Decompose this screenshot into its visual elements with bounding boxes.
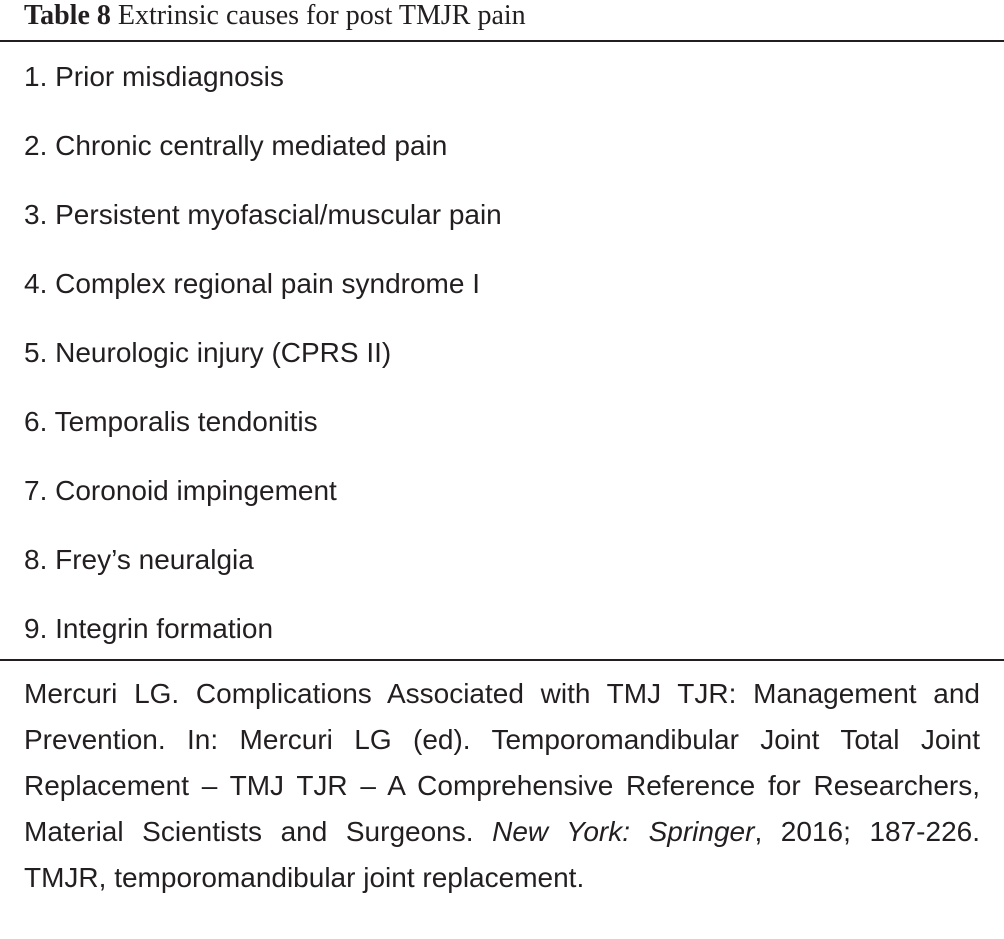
footnote-details: , 2016; 187-226. TMJR, temporomandibular joint replacement.	[24, 816, 980, 893]
table-row: 7. Coronoid impingement	[24, 475, 337, 506]
footnote-publisher: New York: Springer	[492, 816, 755, 847]
table-row: 5. Neurologic injury (CPRS II)	[24, 337, 392, 368]
table-top-rule	[0, 40, 1004, 42]
table-title	[24, 0, 526, 34]
table-label: Table 8	[24, 0, 111, 31]
footnote-text: Mercuri LG. Complications Associated with TMJ TJR: Management and Prevention. In: Mercuri LG (ed). Temporomandibular Joint Total Joint Replacement – TMJ TJR – A Comprehensive Reference for Researchers, Material Scientists and Surgeons.	[24, 678, 980, 847]
table-row: 6. Temporalis tendonitis	[24, 406, 318, 437]
table-row: 8. Frey’s neuralgia	[24, 544, 254, 575]
table-caption: Extrinsic causes for post TMJR pain	[117, 0, 526, 31]
table-row: 1. Prior misdiagnosis	[24, 61, 284, 92]
table-bottom-rule	[0, 659, 1004, 661]
table-row: 3. Persistent myofascial/muscular pain	[24, 199, 502, 230]
table-row: 4. Complex regional pain syndrome I	[24, 268, 481, 299]
table-body	[24, 57, 502, 678]
table-row: 2. Chronic centrally mediated pain	[24, 130, 448, 161]
table-footnote	[24, 671, 980, 901]
table-row: 9. Integrin formation	[24, 613, 274, 644]
